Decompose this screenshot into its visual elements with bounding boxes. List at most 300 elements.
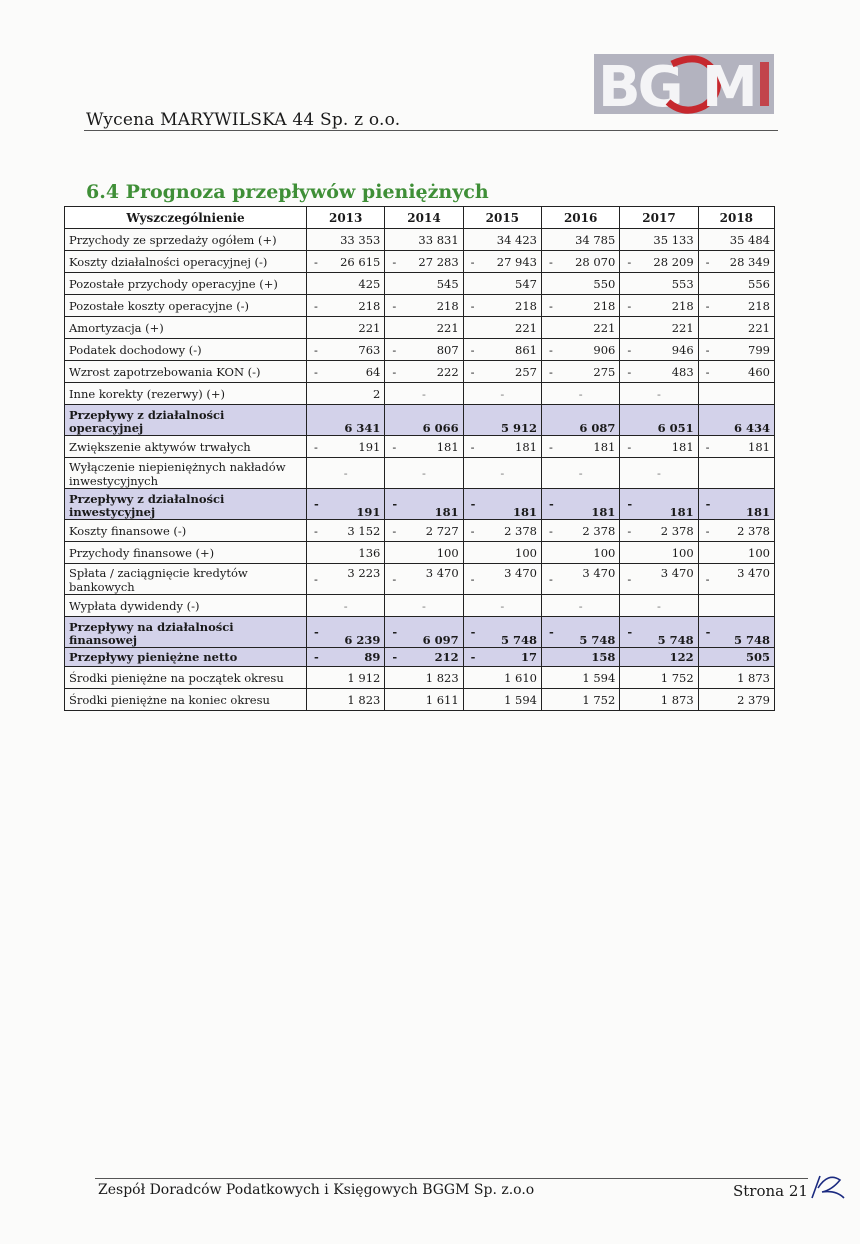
row-label: Środki pieniężne na początek okresu: [65, 667, 307, 689]
table-row: [65, 229, 775, 251]
table-row: [65, 251, 775, 273]
value-cell: [698, 295, 774, 317]
minus-sign: -: [392, 497, 398, 511]
value-cell: [620, 564, 698, 595]
cell-value: 1 610: [504, 670, 537, 685]
value-cell: [620, 317, 698, 339]
minus-sign: -: [549, 364, 553, 379]
minus-sign: -: [314, 523, 318, 538]
minus-sign: -: [392, 625, 398, 639]
cell-value: 64: [365, 364, 381, 379]
cell-value: 181: [593, 439, 616, 454]
minus-sign: -: [627, 342, 632, 357]
value-cell: [542, 273, 620, 295]
cash-flow-forecast-table: [64, 206, 775, 711]
cell-value: 181: [512, 505, 537, 519]
row-label: Przepływy z działalności inwestycyjnej: [65, 489, 307, 520]
value-cell: [307, 667, 385, 689]
minus-sign: -: [314, 650, 319, 664]
cell-value: 6 051: [657, 421, 694, 435]
cell-value: 218: [515, 298, 537, 313]
value-cell: [620, 617, 698, 648]
value-cell: [620, 520, 698, 542]
cell-value: 35 484: [729, 232, 770, 247]
table-row: [65, 273, 775, 295]
cell-value: 221: [593, 320, 616, 335]
cell-value: 3 470: [660, 566, 694, 580]
cell-value: 483: [671, 364, 694, 379]
table-row: [65, 317, 775, 339]
column-header-label: Wyszczególnienie: [65, 207, 307, 229]
value-cell: [307, 436, 385, 458]
value-cell: [620, 648, 698, 667]
minus-sign: -: [314, 625, 319, 639]
value-cell: [385, 295, 463, 317]
cell-value: 425: [358, 276, 381, 291]
value-cell: [307, 317, 385, 339]
cell-value: 799: [748, 342, 770, 357]
value-cell: [463, 339, 541, 361]
value-cell: [542, 405, 620, 436]
minus-sign: -: [657, 386, 661, 401]
value-cell: [385, 520, 463, 542]
value-cell: [307, 617, 385, 648]
cell-value: 181: [515, 439, 537, 454]
value-cell: [698, 458, 774, 489]
cell-value: 5 912: [500, 421, 537, 435]
value-cell: [620, 229, 698, 251]
value-cell: [542, 458, 620, 489]
cell-value: 28 349: [729, 254, 770, 269]
row-label: Amortyzacja (+): [65, 317, 307, 339]
cell-value: 946: [671, 342, 694, 357]
cell-value: 1 594: [504, 692, 537, 707]
cell-value: 33 353: [340, 232, 381, 247]
minus-sign: -: [705, 298, 710, 313]
minus-sign: -: [392, 572, 397, 586]
table-row: [65, 339, 775, 361]
cell-value: 27 283: [418, 254, 459, 269]
value-cell: [463, 251, 541, 273]
cell-value: 28 209: [653, 254, 694, 269]
value-cell: [542, 436, 620, 458]
value-cell: [385, 489, 463, 520]
table-row: [65, 617, 775, 648]
cell-value: 136: [358, 545, 381, 560]
value-cell: [385, 617, 463, 648]
cell-value: 89: [364, 650, 381, 664]
document-header-title: Wycena MARYWILSKA 44 Sp. z o.o.: [86, 110, 401, 130]
value-cell: [307, 595, 385, 617]
handwritten-initials: [808, 1172, 848, 1202]
minus-sign: -: [627, 523, 632, 538]
minus-sign: -: [705, 625, 711, 639]
cell-value: 17: [520, 650, 537, 664]
minus-sign: -: [422, 598, 426, 613]
cell-value: 191: [358, 439, 381, 454]
value-cell: [385, 361, 463, 383]
row-label: Wyłączenie niepieniężnych nakładów inwestycyjnych: [65, 458, 307, 489]
cell-value: 556: [748, 276, 770, 291]
value-cell: [620, 361, 698, 383]
row-label: Przepływy pieniężne netto: [65, 648, 307, 667]
minus-sign: -: [470, 497, 476, 511]
value-cell: [463, 273, 541, 295]
minus-sign: -: [392, 254, 397, 269]
row-label: Podatek dochodowy (-): [65, 339, 307, 361]
minus-sign: -: [627, 298, 632, 313]
value-cell: [307, 648, 385, 667]
value-cell: [463, 405, 541, 436]
cell-value: 158: [591, 650, 616, 664]
table-row: [65, 295, 775, 317]
cell-value: 100: [515, 545, 537, 560]
minus-sign: -: [470, 254, 475, 269]
minus-sign: -: [549, 497, 554, 511]
value-cell: [620, 542, 698, 564]
value-cell: [385, 689, 463, 711]
value-cell: [385, 251, 463, 273]
value-cell: [307, 383, 385, 405]
value-cell: [542, 595, 620, 617]
row-label: Środki pieniężne na koniec okresu: [65, 689, 307, 711]
cell-value: 275: [593, 364, 616, 379]
row-label: Inne korekty (rezerwy) (+): [65, 383, 307, 405]
value-cell: [542, 383, 620, 405]
cell-value: 2 378: [582, 523, 616, 538]
value-cell: [698, 689, 774, 711]
cell-value: 218: [671, 298, 694, 313]
cell-value: 2 727: [425, 523, 459, 538]
cell-value: 181: [434, 505, 459, 519]
row-label: Spłata / zaciągnięcie kredytów bankowych: [65, 564, 307, 595]
value-cell: [542, 295, 620, 317]
value-cell: [620, 339, 698, 361]
value-cell: [620, 458, 698, 489]
minus-sign: -: [343, 598, 348, 613]
cell-value: 3 470: [737, 566, 770, 580]
value-cell: [307, 295, 385, 317]
value-cell: [385, 273, 463, 295]
minus-sign: -: [705, 439, 710, 454]
table-row: [65, 667, 775, 689]
minus-sign: -: [549, 523, 553, 538]
minus-sign: -: [549, 572, 553, 586]
table-row: [65, 436, 775, 458]
minus-sign: -: [422, 386, 426, 401]
minus-sign: -: [392, 523, 397, 538]
table-row: [65, 689, 775, 711]
column-header-year: 2018: [698, 207, 774, 229]
cell-value: 181: [748, 439, 770, 454]
minus-sign: -: [627, 364, 632, 379]
minus-sign: -: [392, 650, 398, 664]
cell-value: 6 239: [344, 633, 381, 647]
value-cell: [620, 383, 698, 405]
value-cell: [542, 251, 620, 273]
minus-sign: -: [422, 466, 426, 480]
header-divider: [84, 130, 778, 131]
value-cell: [385, 458, 463, 489]
minus-sign: -: [705, 364, 710, 379]
cell-value: 1 823: [425, 670, 459, 685]
cell-value: 6 097: [422, 633, 459, 647]
minus-sign: -: [549, 298, 553, 313]
cell-value: 2 378: [660, 523, 694, 538]
cell-value: 6 341: [344, 421, 381, 435]
value-cell: [620, 489, 698, 520]
row-label: Wypłata dywidendy (-): [65, 595, 307, 617]
minus-sign: -: [500, 386, 505, 401]
cell-value: 763: [358, 342, 381, 357]
cell-value: 257: [515, 364, 537, 379]
value-cell: [307, 339, 385, 361]
bggm-logo: [594, 46, 774, 120]
minus-sign: -: [549, 439, 553, 454]
row-label: Koszty działalności operacyjnej (-): [65, 251, 307, 273]
minus-sign: -: [549, 342, 553, 357]
cell-value: 1 873: [660, 692, 694, 707]
value-cell: [463, 489, 541, 520]
value-cell: [463, 542, 541, 564]
cell-value: 1 611: [425, 692, 459, 707]
value-cell: [542, 667, 620, 689]
value-cell: [385, 317, 463, 339]
column-header-year: 2013: [307, 207, 385, 229]
value-cell: [620, 295, 698, 317]
value-cell: [542, 361, 620, 383]
cell-value: 222: [436, 364, 459, 379]
value-cell: [542, 617, 620, 648]
table-row: [65, 648, 775, 667]
minus-sign: -: [470, 439, 475, 454]
cell-value: 3 470: [504, 566, 537, 580]
cell-value: 218: [593, 298, 616, 313]
value-cell: [542, 339, 620, 361]
table-row: [65, 564, 775, 595]
value-cell: [463, 295, 541, 317]
value-cell: [385, 648, 463, 667]
cell-value: 34 423: [496, 232, 537, 247]
value-cell: [463, 317, 541, 339]
column-header-year: 2014: [385, 207, 463, 229]
minus-sign: -: [627, 625, 633, 639]
minus-sign: -: [578, 466, 583, 480]
cell-value: 221: [515, 320, 537, 335]
row-label: Zwiększenie aktywów trwałych: [65, 436, 307, 458]
table-row: [65, 595, 775, 617]
minus-sign: -: [578, 386, 583, 401]
minus-sign: -: [314, 439, 318, 454]
minus-sign: -: [470, 523, 475, 538]
value-cell: [385, 229, 463, 251]
minus-sign: -: [500, 466, 505, 480]
minus-sign: -: [549, 254, 553, 269]
minus-sign: -: [470, 298, 475, 313]
value-cell: [307, 229, 385, 251]
cell-value: 6 066: [422, 421, 459, 435]
minus-sign: -: [657, 466, 661, 480]
cell-value: 2 378: [504, 523, 537, 538]
cell-value: 27 943: [496, 254, 537, 269]
minus-sign: -: [705, 523, 710, 538]
value-cell: [620, 436, 698, 458]
minus-sign: -: [314, 497, 319, 511]
cell-value: 191: [356, 505, 381, 519]
table-header-row: [65, 207, 775, 229]
table-row: [65, 361, 775, 383]
table-row: [65, 489, 775, 520]
table-row: [65, 520, 775, 542]
cell-value: 100: [671, 545, 694, 560]
value-cell: [542, 648, 620, 667]
value-cell: [307, 689, 385, 711]
cell-value: 3 470: [425, 566, 459, 580]
value-cell: [463, 383, 541, 405]
value-cell: [698, 339, 774, 361]
svg-text:BG: BG: [598, 55, 681, 120]
cell-value: 181: [745, 505, 770, 519]
cell-value: 3 152: [347, 523, 381, 538]
value-cell: [307, 542, 385, 564]
row-label: Przepływy na działalności finansowej: [65, 617, 307, 648]
value-cell: [698, 520, 774, 542]
cell-value: 1 912: [347, 670, 381, 685]
cell-value: 3 470: [582, 566, 616, 580]
column-header-year: 2015: [463, 207, 541, 229]
value-cell: [463, 229, 541, 251]
value-cell: [698, 383, 774, 405]
value-cell: [307, 405, 385, 436]
value-cell: [698, 542, 774, 564]
cell-value: 181: [591, 505, 616, 519]
row-label: Przepływy z działalności operacyjnej: [65, 405, 307, 436]
value-cell: [463, 458, 541, 489]
cell-value: 2 378: [737, 523, 770, 538]
minus-sign: -: [705, 342, 710, 357]
cell-value: 35 133: [653, 232, 694, 247]
cell-value: 3 223: [347, 566, 381, 580]
cell-value: 181: [669, 505, 694, 519]
cell-value: 221: [671, 320, 694, 335]
table-row: [65, 383, 775, 405]
row-label: Koszty finansowe (-): [65, 520, 307, 542]
row-label: Wzrost zapotrzebowania KON (-): [65, 361, 307, 383]
minus-sign: -: [627, 572, 632, 586]
minus-sign: -: [314, 298, 318, 313]
value-cell: [620, 595, 698, 617]
cell-value: 181: [671, 439, 694, 454]
minus-sign: -: [705, 254, 710, 269]
value-cell: [463, 667, 541, 689]
value-cell: [463, 595, 541, 617]
cell-value: 221: [358, 320, 381, 335]
value-cell: [463, 617, 541, 648]
value-cell: [698, 229, 774, 251]
cell-value: 550: [593, 276, 616, 291]
value-cell: [698, 273, 774, 295]
value-cell: [463, 648, 541, 667]
cell-value: 100: [593, 545, 616, 560]
value-cell: [542, 689, 620, 711]
value-cell: [542, 564, 620, 595]
minus-sign: -: [549, 625, 554, 639]
value-cell: [385, 667, 463, 689]
cell-value: 505: [745, 650, 770, 664]
cell-value: 545: [436, 276, 459, 291]
row-label: Przychody finansowe (+): [65, 542, 307, 564]
cell-value: 5 748: [657, 633, 694, 647]
cell-value: 122: [669, 650, 694, 664]
cell-value: 5 748: [500, 633, 537, 647]
table-row: [65, 542, 775, 564]
minus-sign: -: [470, 572, 475, 586]
minus-sign: -: [470, 342, 475, 357]
cell-value: 1 873: [737, 670, 770, 685]
footer-company-name: Zespół Doradców Podatkowych i Księgowych BGGM Sp. z.o.o: [98, 1182, 535, 1198]
value-cell: [698, 595, 774, 617]
value-cell: [620, 251, 698, 273]
value-cell: [698, 667, 774, 689]
row-label: Przychody ze sprzedaży ogółem (+): [65, 229, 307, 251]
value-cell: [385, 595, 463, 617]
cell-value: 2 379: [737, 692, 770, 707]
cell-value: 6 434: [733, 421, 770, 435]
cell-value: 100: [436, 545, 459, 560]
minus-sign: -: [314, 364, 318, 379]
value-cell: [385, 564, 463, 595]
value-cell: [307, 273, 385, 295]
value-cell: [620, 405, 698, 436]
minus-sign: -: [500, 598, 505, 613]
cell-value: 33 831: [418, 232, 459, 247]
cell-value: 1 823: [347, 692, 381, 707]
value-cell: [698, 436, 774, 458]
cell-value: 1 752: [582, 692, 616, 707]
value-cell: [307, 520, 385, 542]
cell-value: 26 615: [340, 254, 381, 269]
column-header-year: 2017: [620, 207, 698, 229]
minus-sign: -: [657, 598, 661, 613]
minus-sign: -: [470, 650, 476, 664]
minus-sign: -: [314, 342, 318, 357]
value-cell: [542, 229, 620, 251]
minus-sign: -: [627, 254, 632, 269]
row-label: Pozostałe koszty operacyjne (-): [65, 295, 307, 317]
value-cell: [542, 317, 620, 339]
footer-divider: [95, 1178, 808, 1179]
minus-sign: -: [705, 497, 711, 511]
value-cell: [698, 361, 774, 383]
cell-value: 221: [748, 320, 770, 335]
value-cell: [698, 648, 774, 667]
row-label: Pozostałe przychody operacyjne (+): [65, 273, 307, 295]
svg-text:M: M: [702, 55, 758, 120]
minus-sign: -: [705, 572, 710, 586]
cell-value: 1 594: [582, 670, 616, 685]
value-cell: [385, 405, 463, 436]
minus-sign: -: [392, 439, 397, 454]
value-cell: [307, 489, 385, 520]
value-cell: [463, 564, 541, 595]
minus-sign: -: [343, 466, 348, 480]
cell-value: 6 087: [579, 421, 616, 435]
value-cell: [542, 542, 620, 564]
minus-sign: -: [470, 364, 475, 379]
value-cell: [463, 361, 541, 383]
cell-value: 100: [748, 545, 770, 560]
cell-value: 218: [358, 298, 381, 313]
